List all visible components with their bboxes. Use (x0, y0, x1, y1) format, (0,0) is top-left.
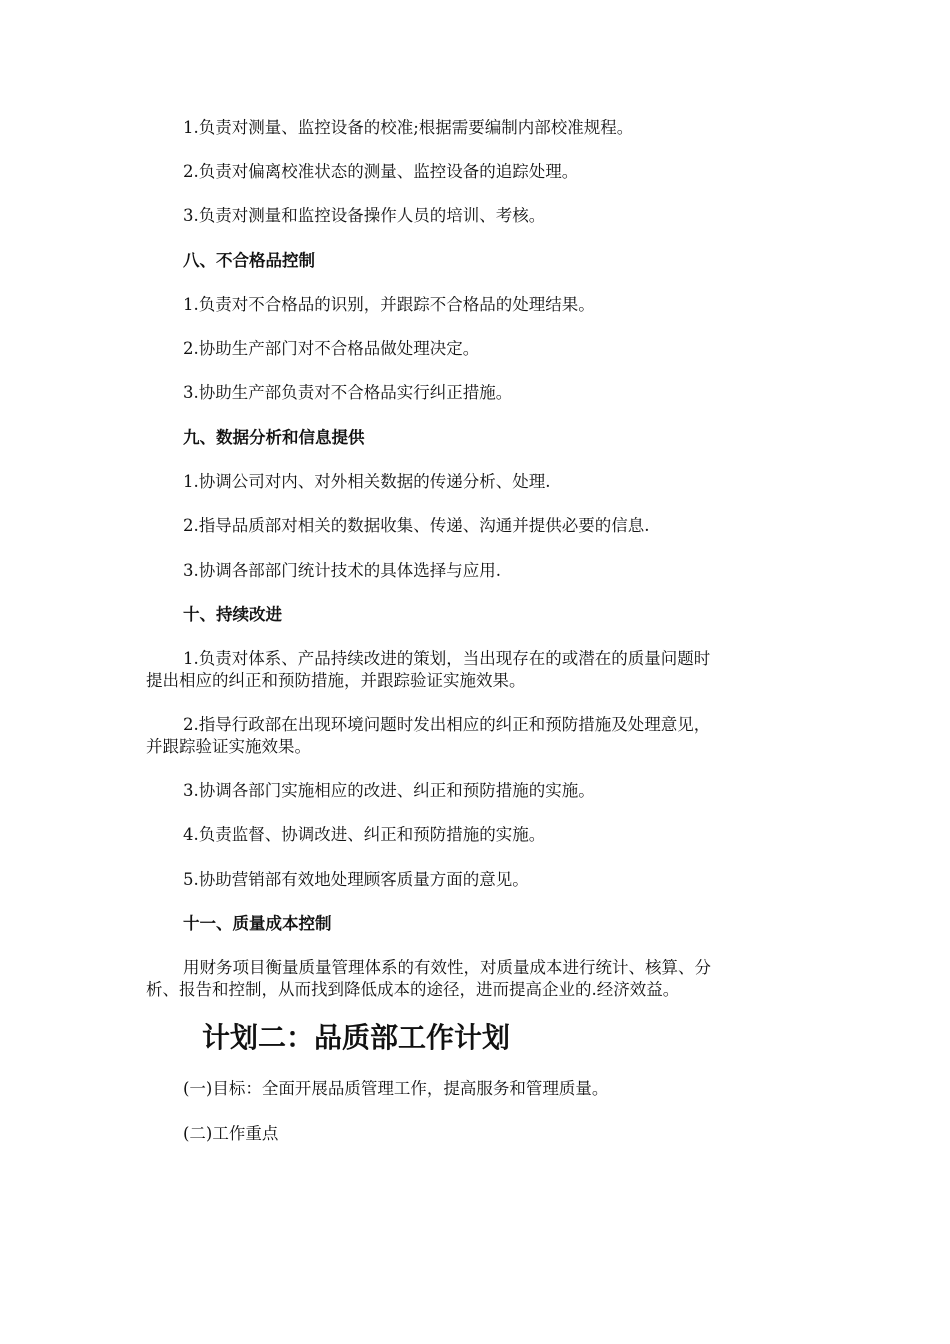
paragraph: (一)目标：全面开展品质管理工作，提高服务和管理质量。 (183, 1079, 609, 1098)
paragraph-line: 并跟踪验证实施效果。 (146, 737, 311, 756)
paragraph: 2.协助生产部门对不合格品做处理决定。 (183, 339, 480, 358)
paragraph: 1.负责对不合格品的识别，并跟踪不合格品的处理结果。 (183, 295, 595, 314)
paragraph-line: 1.负责对体系、产品持续改进的策划，当出现存在的或潜在的质量问题时 (183, 649, 711, 668)
paragraph: 3.协调各部门实施相应的改进、纠正和预防措施的实施。 (183, 781, 595, 800)
paragraph: 4.负责监督、协调改进、纠正和预防措施的实施。 (183, 825, 546, 844)
section-heading: 十、持续改进 (183, 605, 282, 624)
paragraph: 1.负责对测量、监控设备的校准;根据需要编制内部校准规程。 (183, 118, 634, 137)
paragraph: 3.负责对测量和监控设备操作人员的培训、考核。 (183, 206, 546, 225)
paragraph-line: 用财务项目衡量质量管理体系的有效性，对质量成本进行统计、核算、分 (183, 958, 711, 977)
plan-title: 计划二：品质部工作计划 (202, 1021, 511, 1054)
paragraph-line: 析、报告和控制，从而找到降低成本的途径，进而提高企业的.经济效益。 (146, 980, 680, 999)
paragraph: 1.协调公司对内、对外相关数据的传递分析、处理. (183, 472, 551, 491)
paragraph-line: 提出相应的纠正和预防措施，并跟踪验证实施效果。 (146, 671, 526, 690)
paragraph: 2.指导品质部对相关的数据收集、传递、沟通并提供必要的信息. (183, 516, 650, 535)
paragraph: 5.协助营销部有效地处理顾客质量方面的意见。 (183, 870, 529, 889)
paragraph: 3.协助生产部负责对不合格品实行纠正措施。 (183, 383, 513, 402)
paragraph: 3.协调各部部门统计技术的具体选择与应用. (183, 561, 501, 580)
section-heading: 九、数据分析和信息提供 (183, 428, 365, 447)
paragraph: (二)工作重点 (183, 1124, 279, 1143)
paragraph: 2.负责对偏离校准状态的测量、监控设备的追踪处理。 (183, 162, 579, 181)
section-heading: 十一、质量成本控制 (183, 914, 332, 933)
paragraph-line: 2.指导行政部在出现环境问题时发出相应的纠正和预防措施及处理意见， (183, 715, 711, 734)
section-heading: 八、不合格品控制 (183, 251, 315, 270)
